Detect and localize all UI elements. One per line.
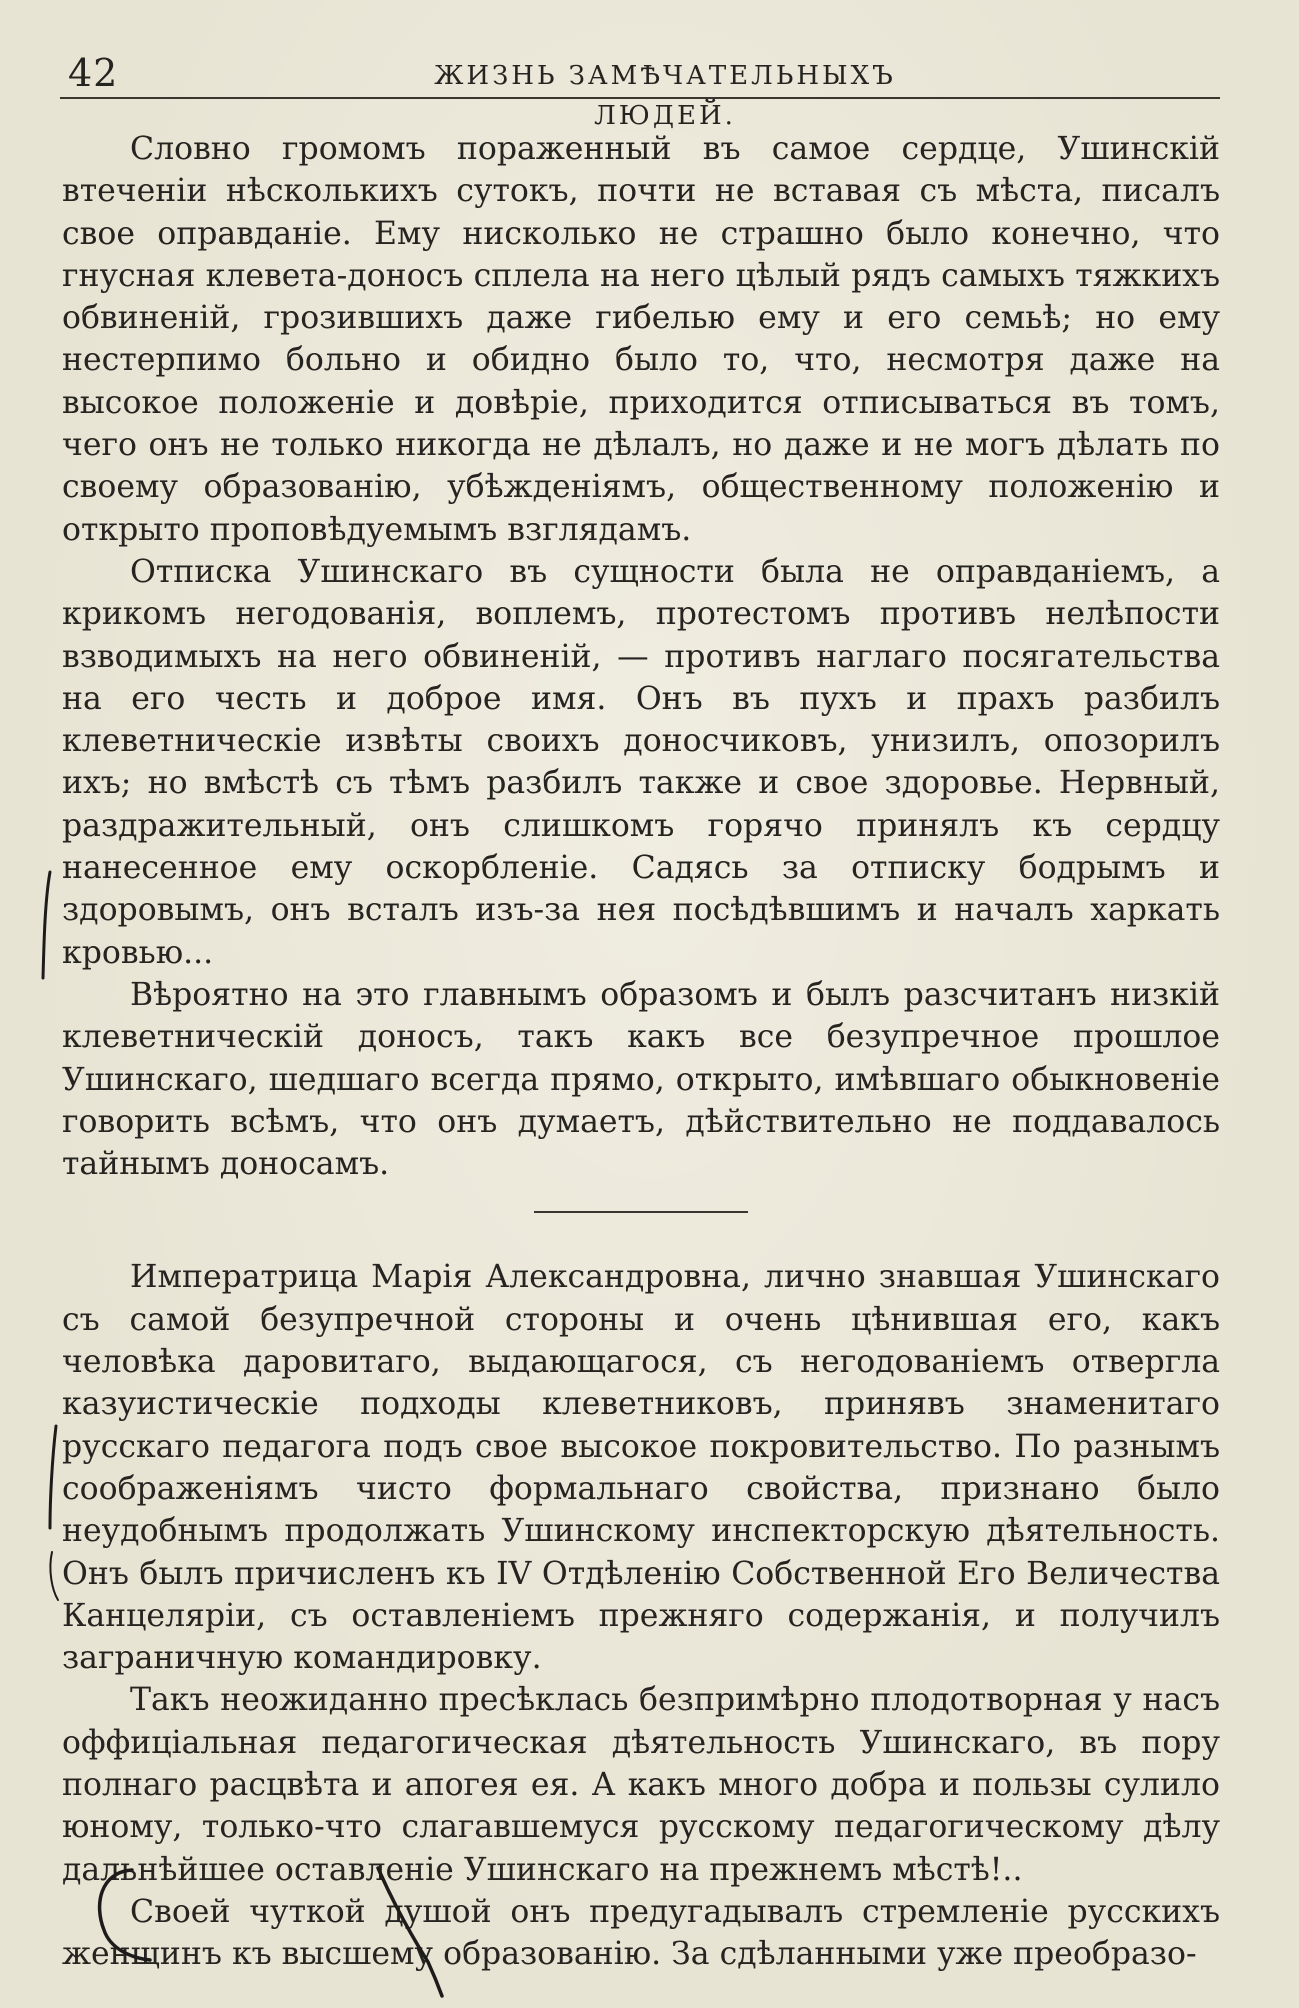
paragraph-4: Императрица Марія Александровна, лично знавшая Ушинскаго съ самой безупречной стороны и очень цѣнившая его, какъ человѣка даровитаго, выдающагося, съ негодованіемъ отвергла казуистическіе подходы клеветниковъ, принявъ знаменитаго русскаго педагога подъ свое высокое покровительство. По разнымъ соображеніямъ чисто формальнаго свойства, признано было неудобнымъ продолжать Ушинскому инспекторскую дѣятельность. Онъ былъ причисленъ къ IV Отдѣленію Собственной Его Величества Канцеляріи, съ оставленіемъ прежняго содержанія, и получилъ заграничную командировку. (62, 1259, 1220, 1677)
paragraph-6: Своей чуткой душой онъ предугадывалъ стремленіе русскихъ женщинъ къ высшему образованію. За сдѣланными уже преобразо- (62, 1893, 1220, 1973)
body-text (62, 128, 1220, 1975)
running-title: ЖИЗНЬ ЗАМѢЧАТЕЛЬНЫХЪ ЛЮДЕЙ. (434, 61, 896, 131)
section-divider (534, 1211, 748, 1213)
paragraph-3: Вѣроятно на это главнымъ образомъ и былъ разсчитанъ низкій клеветническій доносъ, такъ какъ все безупречное прошлое Ушинскаго, шедшаго всегда прямо, открыто, имѣвшаго обыкновеніе говорить всѣмъ, что онъ думаетъ, дѣйствительно не поддавалось тайнымъ доносамъ. (62, 976, 1220, 1183)
paragraph-5: Такъ неожиданно пресѣклась безпримѣрно плодотворная у насъ оффиціальная педагогическая дѣятельность Ушинскаго, въ пору полнаго расцвѣта и апогея ея. А какъ много добра и пользы сулило юному, только-что слагавшемуся русскому педагогическому дѣлу дальнѣйшее оставленіе Ушинскаго на прежнемъ мѣстѣ!.. (62, 1682, 1220, 1888)
margin-hook (50, 1552, 58, 1600)
header-rule (60, 97, 1220, 99)
running-head (60, 48, 1220, 131)
margin-stroke-lower (50, 1426, 56, 1528)
page-number: 42 (68, 51, 119, 95)
paragraph-2: Отписка Ушинскаго въ сущности была не оправданіемъ, а крикомъ негодованія, воплемъ, протестомъ противъ нелѣпости взводимыхъ на него обвиненій, — противъ наглаго посягательства на его честь и доброе имя. Онъ въ пухъ и прахъ разбилъ клеветническіе извѣты своихъ доносчиковъ, унизилъ, опозорилъ ихъ; но вмѣстѣ съ тѣмъ разбилъ также и свое здоровье. Нервный, раздражительный, онъ слишкомъ горячо принялъ къ сердцу нанесенное ему оскорбленіе. Садясь за отписку бодрымъ и здоровымъ, онъ всталъ изъ-за нея посѣдѣвшимъ и началъ харкать кровью... (62, 553, 1220, 971)
paragraph-1: Словно громомъ пораженный въ самое сердце, Ушинскій втеченіи нѣсколькихъ сутокъ, почти не вставая съ мѣста, писалъ свое оправданіе. Ему нисколько не страшно было конечно, что гнусная клевета-доносъ сплела на него цѣлый рядъ самыхъ тяжкихъ обвиненій, грозившихъ даже гибелью ему и его семьѣ; но ему нестерпимо больно и обидно было то, что, несмотря даже на высокое положеніе и довѣріе, приходится отписываться въ томъ, чего онъ не только никогда не дѣлалъ, но даже и не могъ дѣлать по своему образованію, убѣжденіямъ, общественному положенію и открыто проповѣдуемымъ взглядамъ. (62, 131, 1220, 548)
margin-stroke-upper (43, 872, 50, 978)
